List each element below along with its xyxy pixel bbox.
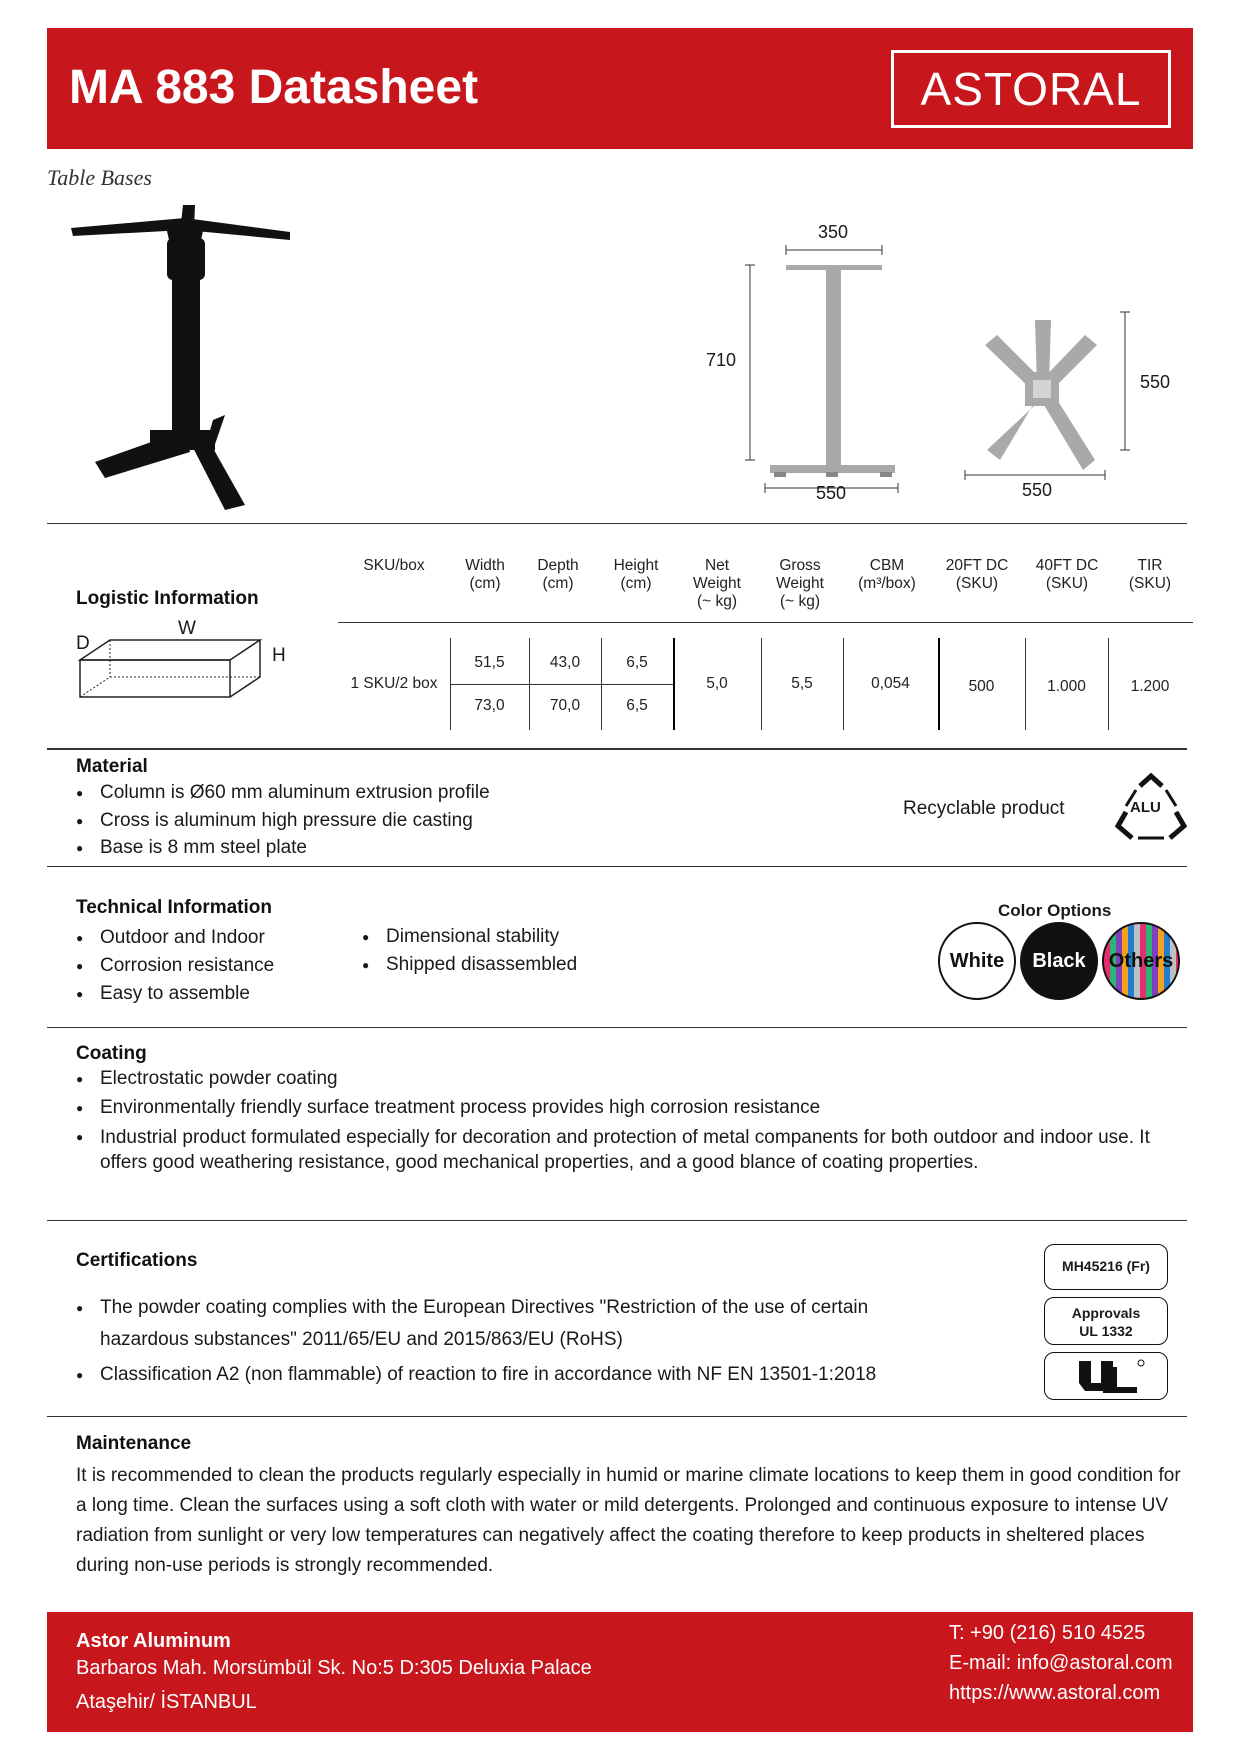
divider bbox=[47, 748, 1187, 750]
color-options-title: Color Options bbox=[998, 901, 1112, 920]
footer-website[interactable]: https://www.astoral.com bbox=[949, 1682, 1161, 1704]
coating-item: ● Electrostatic powder coating bbox=[76, 1066, 338, 1092]
dim-cross-height: 550 bbox=[1140, 372, 1171, 392]
cell-gross-weight: 5,5 bbox=[791, 675, 813, 692]
logo-text: ASTORAL bbox=[920, 63, 1142, 115]
th-gross-weight: Gross Weight (~ kg) bbox=[776, 557, 824, 610]
box-label-d: D bbox=[76, 633, 90, 654]
footer-company: Astor Aluminum bbox=[76, 1630, 231, 1652]
alu-label: ALU bbox=[1130, 799, 1161, 816]
color-black: Black bbox=[1020, 922, 1098, 1000]
cell-tir: 1.200 bbox=[1130, 678, 1170, 695]
th-height: Height (cm) bbox=[613, 557, 659, 592]
header-banner bbox=[47, 28, 1193, 149]
logistic-title: Logistic Information bbox=[76, 588, 259, 609]
cert-ul-line1: Approvals bbox=[1071, 1305, 1141, 1321]
ul-mark-badge bbox=[1044, 1352, 1168, 1400]
page-title: MA 883 Datasheet bbox=[69, 61, 479, 114]
dim-base-width: 550 bbox=[816, 483, 847, 503]
th-40ft: 40FT DC (SKU) bbox=[1035, 557, 1099, 592]
footer-address2: Ataşehir/ İSTANBUL bbox=[76, 1691, 257, 1713]
footer-email[interactable]: E-mail: info@astoral.com bbox=[949, 1652, 1173, 1674]
th-cbm: CBM (m³/box) bbox=[858, 557, 916, 592]
tech-item: ● Easy to assemble bbox=[76, 981, 250, 1007]
dim-height: 710 bbox=[706, 350, 737, 370]
color-others: Others bbox=[1102, 922, 1180, 1000]
maintenance-text: It is recommended to clean the products regularly especially in humid or marine climate locations to keep them in good condition for a long time. Clean the surfaces using a soft cloth with water or mild detergents. Prolonged and continuous exposure to intense UV radiation from sunlight or very low temperatures can negatively affect the coating therefore to keep products in sheltered places during non-use periods is strongly recommended. bbox=[76, 1465, 1181, 1576]
box-label-h: H bbox=[272, 645, 286, 666]
th-width: Width (cm) bbox=[465, 557, 505, 592]
coating-title: Coating bbox=[76, 1043, 147, 1064]
cell-width-1: 51,5 bbox=[474, 654, 505, 671]
cell-40ft: 1.000 bbox=[1047, 678, 1086, 695]
divider bbox=[47, 866, 1187, 867]
cert-item: ● The powder coating complies with the European Directives "Restriction of the use of certain hazardous substances" 2011/65/EU and 2015/863/EU (RoHS) bbox=[76, 1292, 956, 1356]
cert-ul-line2: UL 1332 bbox=[1079, 1323, 1133, 1339]
tech-item: ● Dimensional stability bbox=[362, 924, 559, 950]
ul-recognized-icon bbox=[1045, 1353, 1169, 1399]
recyclable-label: Recyclable product bbox=[903, 798, 1065, 819]
material-item: ● Column is Ø60 mm aluminum extrusion profile bbox=[76, 780, 490, 806]
material-item: ● Base is 8 mm steel plate bbox=[76, 835, 307, 861]
cert-badge-ul-approvals bbox=[1044, 1297, 1168, 1345]
material-item: ● Cross is aluminum high pressure die casting bbox=[76, 808, 473, 834]
table-header-divider bbox=[338, 622, 1193, 623]
cell-cbm: 0,054 bbox=[871, 675, 910, 692]
row-divider bbox=[450, 684, 673, 685]
cell-depth-1: 43,0 bbox=[549, 654, 581, 671]
cell-sku-box: 1 SKU/2 box bbox=[350, 675, 438, 692]
material-title: Material bbox=[76, 756, 148, 777]
tech-item: ● Corrosion resistance bbox=[76, 953, 274, 979]
cell-height-2: 6,5 bbox=[626, 697, 648, 714]
astoral-logo bbox=[891, 50, 1171, 128]
footer-address1: Barbaros Mah. Morsümbül Sk. No:5 D:305 Deluxia Palace bbox=[76, 1657, 592, 1679]
cell-depth-2: 70,0 bbox=[549, 697, 581, 714]
coating-item: ● Environmentally friendly surface treatment process provides high corrosion resistance bbox=[76, 1095, 820, 1121]
dim-cross-width: 550 bbox=[1022, 480, 1053, 500]
divider bbox=[47, 1220, 1187, 1221]
th-sku-box: SKU/box bbox=[363, 557, 425, 574]
footer-phone: T: +90 (216) 510 4525 bbox=[949, 1622, 1146, 1644]
tech-item: ● Outdoor and Indoor bbox=[76, 925, 265, 951]
th-net-weight: Net Weight (~ kg) bbox=[693, 557, 741, 610]
tech-item: ● Shipped disassembled bbox=[362, 952, 577, 978]
dim-top-width: 350 bbox=[818, 222, 849, 242]
cell-net-weight: 5,0 bbox=[706, 675, 728, 692]
cert-badge-mh: MH45216 (Fr) bbox=[1044, 1244, 1168, 1290]
top-view-drawing bbox=[955, 300, 1145, 500]
product-photo bbox=[65, 200, 305, 520]
th-depth: Depth (cm) bbox=[537, 557, 579, 592]
divider bbox=[47, 1416, 1187, 1417]
box-dimension-icon bbox=[70, 630, 270, 710]
cell-width-2: 73,0 bbox=[474, 697, 505, 714]
maintenance-title: Maintenance bbox=[76, 1433, 192, 1454]
cert-item: ● Classification A2 (non flammable) of reaction to fire in accordance with NF EN 13501-1:2018 bbox=[76, 1362, 976, 1388]
divider bbox=[47, 1027, 1187, 1028]
certifications-title: Certifications bbox=[76, 1250, 198, 1271]
cell-20ft: 500 bbox=[968, 678, 995, 695]
coating-item: ● Industrial product formulated especially for decoration and protection of metal companents for both outdoor and indoor use. It offers good weathering resistance, good mechanical properties, and a good blance of coating properties. bbox=[76, 1125, 1166, 1175]
color-white: White bbox=[938, 922, 1016, 1000]
technical-title: Technical Information bbox=[76, 897, 273, 918]
th-tir: TIR (SKU) bbox=[1128, 557, 1172, 592]
divider bbox=[47, 523, 1187, 524]
cell-height-1: 6,5 bbox=[626, 654, 648, 671]
footer bbox=[47, 1612, 1193, 1732]
th-20ft: 20FT DC (SKU) bbox=[945, 557, 1009, 592]
box-label-w: W bbox=[178, 618, 196, 639]
product-category: Table Bases bbox=[47, 165, 152, 190]
